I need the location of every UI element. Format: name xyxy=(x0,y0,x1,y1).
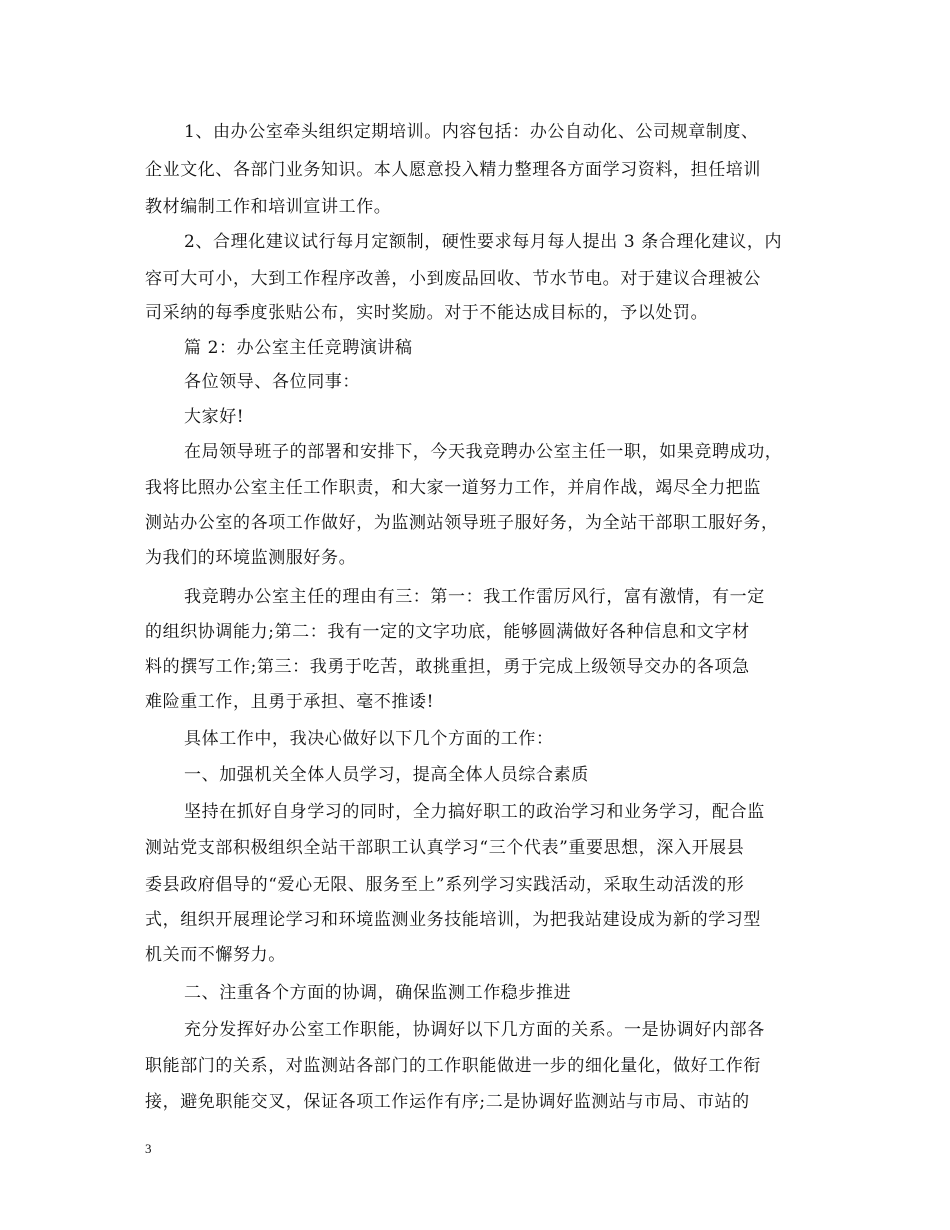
text-line: 1、由办公室牵头组织定期培训。内容包括：办公自动化、公司规章制度、 xyxy=(184,122,759,142)
text-line: 企业文化、各部门业务知识。本人愿意投入精力整理各方面学习资料，担任培训 xyxy=(145,160,761,180)
text-line: 职能部门的关系，对监测站各部门的工作职能做进一步的细化量化，做好工作衔 xyxy=(145,1056,761,1076)
text-line: 充分发挥好办公室工作职能，协调好以下几方面的关系。一是协调好内部各 xyxy=(184,1020,765,1040)
text-line: 司采纳的每季度张贴公布，实时奖励。对于不能达成目标的，予以处罚。 xyxy=(145,303,709,323)
text-line: 机关而不懈努力。 xyxy=(145,945,286,965)
text-line: 我竞聘办公室主任的理由有三：第一：我工作雷厉风行，富有激情，有一定 xyxy=(184,587,765,607)
text-line: 容可大可小，大到工作程序改善，小到废品回收、节水节电。对于建议合理被公 xyxy=(145,269,761,289)
text-line: 接，避免职能交叉，保证各项工作运作有序;二是协调好监测站与市局、市站的 xyxy=(145,1092,750,1112)
subsection-heading: 二、注重各个方面的协调，确保监测工作稳步推进 xyxy=(184,983,572,1003)
salutation: 各位领导、各位同事： xyxy=(184,372,360,392)
text-line: 的组织协调能力;第二：我有一定的文字功底，能够圆满做好各种信息和文字材 xyxy=(145,622,750,642)
text-line: 测站党支部积极组织全站干部职工认真学习“三个代表”重要思想，深入开展县 xyxy=(145,838,745,858)
text-line: 具体工作中，我决心做好以下几个方面的工作： xyxy=(184,729,554,749)
text-line: 教材编制工作和培训宣讲工作。 xyxy=(145,197,392,217)
subsection-heading: 一、加强机关全体人员学习，提高全体人员综合素质 xyxy=(184,765,589,785)
text-line: 料的撰写工作;第三：我勇于吃苦，敢挑重担，勇于完成上级领导交办的各项急 xyxy=(145,657,750,677)
section-heading: 篇 2：办公室主任竞聘演讲稿 xyxy=(184,338,413,358)
greeting: 大家好! xyxy=(184,407,245,427)
text-line: 委县政府倡导的“爱心无限、服务至上”系列学习实践活动，采取生动活泼的形 xyxy=(145,875,745,895)
text-line: 在局领导班子的部署和安排下，今天我竞聘办公室主任一职，如果竞聘成功， xyxy=(184,442,783,462)
text-line: 坚持在抓好自身学习的同时，全力搞好职工的政治学习和业务学习，配合监 xyxy=(184,802,765,822)
page-number: 3 xyxy=(145,1141,152,1156)
text-line: 测站办公室的各项工作做好，为监测站领导班子服好务，为全站干部职工服好务， xyxy=(145,513,779,533)
text-line: 2、合理化建议试行每月定额制，硬性要求每月每人提出 3 条合理化建议，内 xyxy=(184,232,783,252)
text-line: 我将比照办公室主任工作职责，和大家一道努力工作，并肩作战，竭尽全力把监 xyxy=(145,478,761,498)
text-line: 难险重工作，且勇于承担、毫不推诿! xyxy=(145,692,435,712)
text-line: 式，组织开展理论学习和环境监测业务技能培训，为把我站建设成为新的学习型 xyxy=(145,910,761,930)
text-line: 为我们的环境监测服好务。 xyxy=(145,548,357,568)
